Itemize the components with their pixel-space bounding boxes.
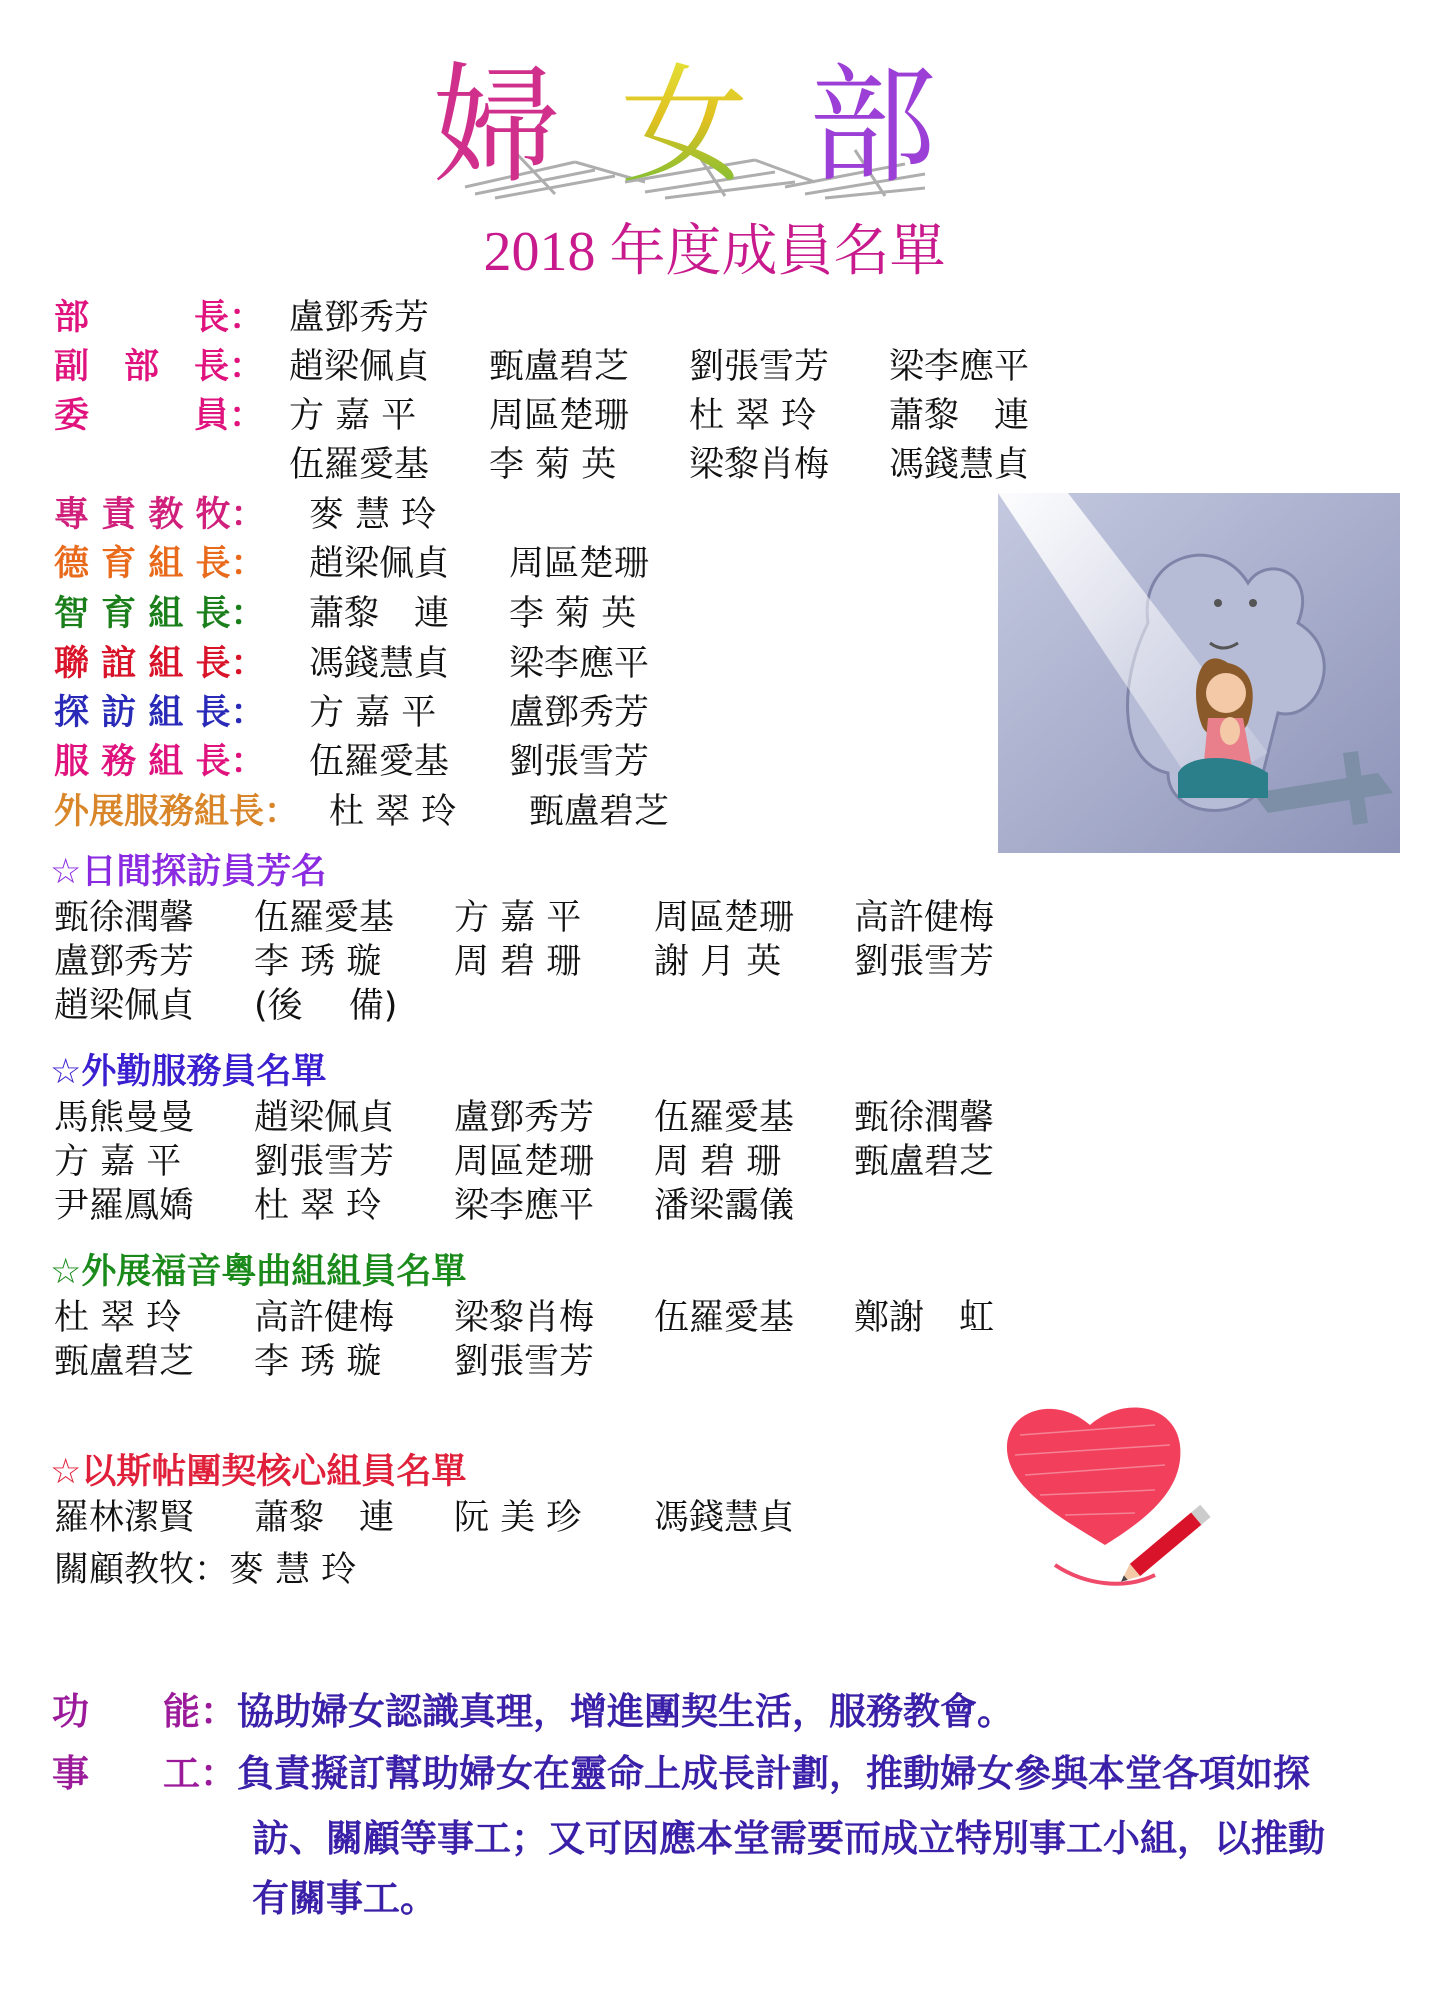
section-name-row bbox=[54, 984, 454, 1028]
role-label: 聯 誼 組 長： bbox=[54, 644, 266, 684]
function-row bbox=[52, 1683, 1014, 1741]
member-name: 鄭謝 虹 bbox=[854, 1298, 995, 1338]
member-name: 阮 美 珍 bbox=[454, 1498, 582, 1538]
function-text: 協助婦女認識真理，增進團契生活，服務教會。 bbox=[237, 1690, 1014, 1733]
role-names bbox=[329, 789, 729, 835]
member-name: 杜 翠 玲 bbox=[329, 792, 457, 832]
role-row bbox=[54, 739, 709, 785]
role-names bbox=[289, 344, 1089, 390]
section-name-row bbox=[54, 1140, 1054, 1184]
member-name: 馮錢慧貞 bbox=[889, 445, 1030, 485]
member-name: 謝 月 英 bbox=[654, 942, 782, 982]
member-name: 高許健梅 bbox=[254, 1298, 395, 1338]
member-name: 盧鄧秀芳 bbox=[289, 298, 430, 338]
role-names bbox=[309, 492, 509, 538]
role-names bbox=[289, 442, 1089, 488]
role-names bbox=[309, 591, 709, 637]
member-name: 劉張雪芳 bbox=[689, 347, 830, 387]
member-name: 甄盧碧芝 bbox=[54, 1342, 195, 1382]
member-name: 馮錢慧貞 bbox=[309, 644, 450, 684]
member-name: 伍羅愛基 bbox=[654, 1098, 795, 1138]
role-row bbox=[54, 541, 709, 587]
member-name: 周區楚珊 bbox=[489, 396, 630, 436]
role-row bbox=[54, 690, 709, 736]
member-name: 方 嘉 平 bbox=[289, 396, 417, 436]
member-name: 伍羅愛基 bbox=[254, 898, 395, 938]
page-subtitle: 2018 年度成員名單 bbox=[483, 221, 946, 283]
role-names bbox=[289, 295, 489, 341]
member-name: 周 碧 珊 bbox=[454, 942, 582, 982]
section-heading: ☆以斯帖團契核心組員名單 bbox=[50, 1452, 467, 1492]
member-name: 馮錢慧貞 bbox=[654, 1498, 795, 1538]
member-name: 甄盧碧芝 bbox=[529, 792, 670, 832]
member-name: 蕭黎 連 bbox=[889, 396, 1030, 436]
ministry-line-1: 負責擬訂幫助婦女在靈命上成長計劃，推動婦女參與本堂各項如探 bbox=[237, 1752, 1310, 1795]
role-names bbox=[309, 641, 709, 687]
section-name-row bbox=[54, 1340, 654, 1384]
member-name: 趙梁佩貞 bbox=[54, 986, 195, 1026]
member-name: 甄徐潤馨 bbox=[54, 898, 195, 938]
section-name-row bbox=[54, 1096, 1054, 1140]
member-name: 盧鄧秀芳 bbox=[454, 1098, 595, 1138]
member-name: 周區楚珊 bbox=[509, 544, 650, 584]
role-label: 副 部 長： bbox=[54, 347, 265, 387]
member-name: 劉張雪芳 bbox=[454, 1342, 595, 1382]
page-title bbox=[0, 52, 1429, 202]
member-name: 甄徐潤馨 bbox=[854, 1098, 995, 1138]
role-label: 外展服務組長： bbox=[54, 792, 300, 832]
member-name: (後 備) bbox=[254, 986, 398, 1026]
heart-pencil-illustration bbox=[995, 1395, 1240, 1600]
member-name: 盧鄧秀芳 bbox=[54, 942, 195, 982]
member-name: 尹羅鳳嬌 bbox=[54, 1186, 195, 1226]
ministry-line-2: 訪、關顧等事工；又可因應本堂需要而成立特別事工小組，以推動 bbox=[252, 1817, 1325, 1860]
section-name-row bbox=[54, 1496, 854, 1540]
member-name: 梁黎肖梅 bbox=[689, 445, 830, 485]
member-name: 杜 翠 玲 bbox=[254, 1186, 382, 1226]
member-name: 蕭黎 連 bbox=[254, 1498, 395, 1538]
member-name: 李 菊 英 bbox=[509, 594, 637, 634]
role-label: 德 育 組 長： bbox=[54, 544, 266, 584]
member-name: 方 嘉 平 bbox=[309, 693, 437, 733]
member-name: 潘梁靄儀 bbox=[654, 1186, 795, 1226]
member-name: 梁黎肖梅 bbox=[454, 1298, 595, 1338]
role-label: 部 長： bbox=[54, 298, 265, 338]
role-names bbox=[309, 541, 709, 587]
member-name: 李 琇 璇 bbox=[254, 1342, 382, 1382]
member-name: 盧鄧秀芳 bbox=[509, 693, 650, 733]
member-name: 李 琇 璇 bbox=[254, 942, 382, 982]
member-name: 周 碧 珊 bbox=[654, 1142, 782, 1182]
title-char-1: 婦 bbox=[432, 52, 621, 201]
member-name: 方 嘉 平 bbox=[54, 1142, 182, 1182]
role-row bbox=[54, 492, 509, 538]
role-row bbox=[54, 393, 1089, 439]
praying-woman-illustration bbox=[998, 493, 1400, 853]
member-name: 羅林潔賢 bbox=[54, 1498, 195, 1538]
member-name: 甄盧碧芝 bbox=[854, 1142, 995, 1182]
member-name: 李 菊 英 bbox=[489, 445, 617, 485]
member-name: 方 嘉 平 bbox=[454, 898, 582, 938]
section-name-row bbox=[54, 1296, 1054, 1340]
role-row bbox=[54, 344, 1089, 390]
title-char-3: 部 bbox=[808, 52, 997, 201]
role-label: 委 員： bbox=[54, 396, 265, 436]
member-name: 馬熊曼曼 bbox=[54, 1098, 195, 1138]
member-name: 周區楚珊 bbox=[454, 1142, 595, 1182]
section-name-row bbox=[54, 940, 1054, 984]
function-label: 功 能： bbox=[52, 1690, 237, 1733]
section-name-row bbox=[54, 1184, 854, 1228]
role-names bbox=[289, 393, 1089, 439]
role-row bbox=[54, 789, 729, 835]
member-name: 高許健梅 bbox=[854, 898, 995, 938]
member-name: 伍羅愛基 bbox=[289, 445, 430, 485]
member-name: 趙梁佩貞 bbox=[309, 544, 450, 584]
member-name: 杜 翠 玲 bbox=[54, 1298, 182, 1338]
member-name: 劉張雪芳 bbox=[854, 942, 995, 982]
member-name: 劉張雪芳 bbox=[254, 1142, 395, 1182]
member-name: 杜 翠 玲 bbox=[689, 396, 817, 436]
role-row bbox=[54, 442, 1089, 488]
section-heading: ☆日間探訪員芳名 bbox=[50, 852, 327, 892]
role-names bbox=[309, 739, 709, 785]
section-extra-line: 關顧教牧：麥 慧 玲 bbox=[54, 1550, 357, 1590]
role-row bbox=[54, 591, 709, 637]
member-name: 趙梁佩貞 bbox=[254, 1098, 395, 1138]
section-heading: ☆外展福音粵曲組組員名單 bbox=[50, 1252, 467, 1292]
role-label: 服 務 組 長： bbox=[54, 742, 266, 782]
role-label: 智 育 組 長： bbox=[54, 594, 266, 634]
section-name-row bbox=[54, 896, 1054, 940]
member-name: 梁李應平 bbox=[889, 347, 1030, 387]
role-label: 探 訪 組 長： bbox=[54, 693, 266, 733]
member-name: 劉張雪芳 bbox=[509, 742, 650, 782]
member-name: 梁李應平 bbox=[454, 1186, 595, 1226]
member-name: 梁李應平 bbox=[509, 644, 650, 684]
ministry-line-3: 有關事工。 bbox=[252, 1877, 437, 1920]
role-row bbox=[54, 641, 709, 687]
ministry-row bbox=[52, 1745, 1310, 1803]
ministry-label: 事 工： bbox=[52, 1752, 237, 1795]
page-header bbox=[0, 52, 1429, 202]
member-name: 伍羅愛基 bbox=[654, 1298, 795, 1338]
role-label: 專 責 教 牧： bbox=[54, 495, 266, 535]
member-name: 周區楚珊 bbox=[654, 898, 795, 938]
member-name: 甄盧碧芝 bbox=[489, 347, 630, 387]
member-name: 蕭黎 連 bbox=[309, 594, 450, 634]
member-name: 伍羅愛基 bbox=[309, 742, 450, 782]
member-name: 麥 慧 玲 bbox=[309, 495, 437, 535]
role-names bbox=[309, 690, 709, 736]
section-heading: ☆外勤服務員名單 bbox=[50, 1052, 327, 1092]
title-char-2: 女 bbox=[620, 52, 809, 201]
member-name: 趙梁佩貞 bbox=[289, 347, 430, 387]
role-row bbox=[54, 295, 489, 341]
